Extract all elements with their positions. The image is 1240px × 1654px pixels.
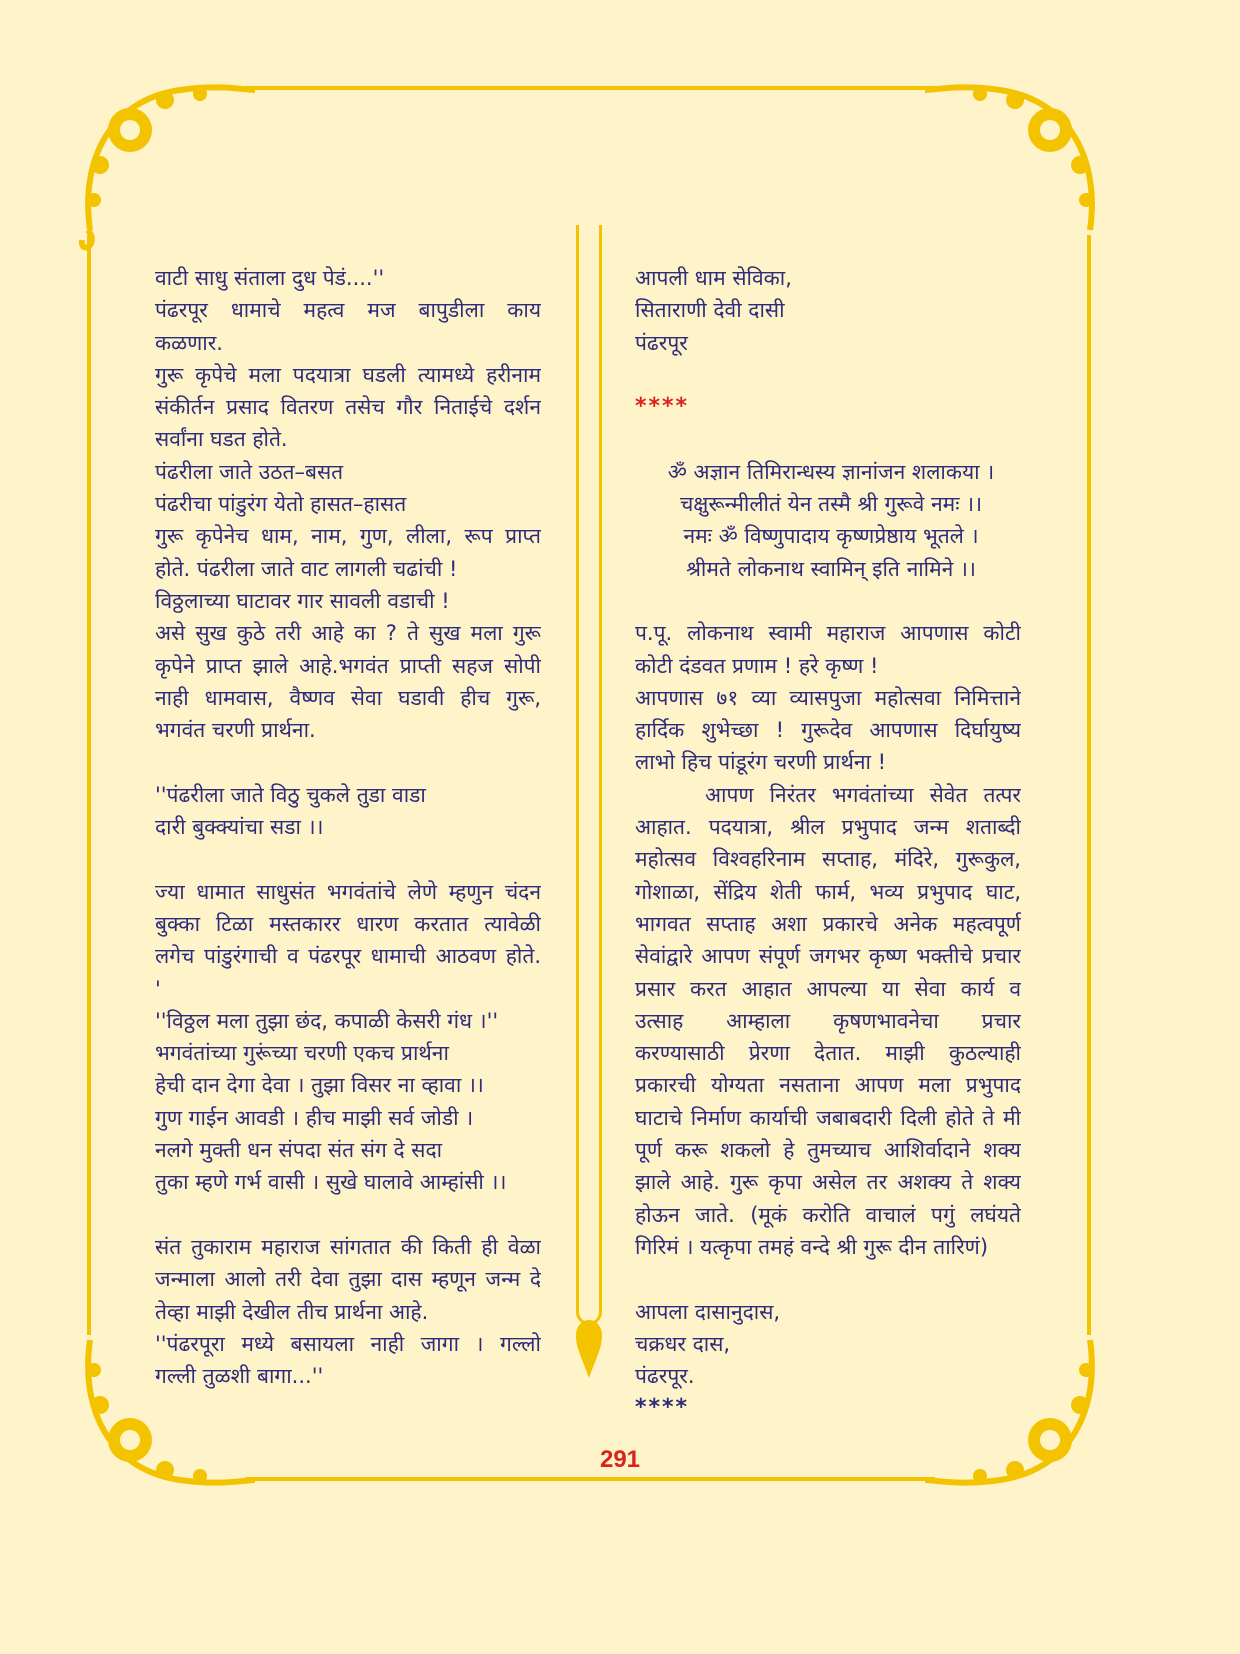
text-line: बुक्का टिळा मस्तकारर धारण करतात त्यावेळी	[155, 911, 541, 936]
text-line: घाटाचे निर्माण कार्याची जबाबदारी दिली होते ते मी	[635, 1105, 1021, 1130]
text-line: गुरू कृपेचे मला पदयात्रा घडली त्यामध्ये हरीनाम	[155, 362, 541, 387]
paragraph	[155, 456, 541, 488]
text-line: ज्या धामात साधुसंत भगवंतांचे लेणे म्हणुन चंदन	[155, 879, 541, 904]
paragraph	[155, 1005, 541, 1037]
shloka-line: श्रीमते लोकनाथ स्वामिन् इति नामिने ।।	[686, 556, 976, 581]
paragraph	[155, 617, 541, 746]
text-line: ''पंढरीला जाते विठु चुकले तुडा वाडा	[155, 782, 426, 807]
paragraph	[155, 262, 541, 294]
signature-block	[635, 262, 1021, 359]
paragraph	[155, 1134, 541, 1166]
text-line: पूर्ण करू शकलो हे तुमच्याच आशिर्वादाने शक्य	[635, 1138, 1021, 1163]
paragraph	[155, 1037, 541, 1069]
letter-body	[635, 617, 1021, 1263]
text-line: सेवांद्वारे आपण संपूर्ण जगभर कृष्ण भक्तीचे प्रचार	[635, 944, 1021, 969]
text-line: गुण गाईन आवडी । हीच माझी सर्व जोडी ।	[155, 1105, 474, 1130]
text-line: लगेच पांडुरंगाची व पंढरपूर धामाची आठवण होते.	[155, 944, 541, 969]
text-line: कृपेने प्राप्त झाले आहे.भगवंत प्राप्ती सहज सोपी	[155, 653, 541, 678]
text-line: असे सुख कुठे तरी आहे का ? ते सुख मला गुरू	[155, 621, 541, 646]
separator-stars: ****	[635, 1395, 690, 1421]
text-line: उत्साह आम्हाला कृषणभावनेचा प्रचार	[635, 1008, 1021, 1033]
text-line: हार्दिक शुभेच्छा ! गुरूदेव आपणास दिर्घायुष्य	[635, 718, 1021, 743]
text-line: आहात. पदयात्रा, श्रील प्रभुपाद जन्म शताब्दी	[635, 815, 1021, 840]
text-line: गिरिमं । यत्कृपा तमहं वन्दे श्री गुरू दीन तारिणं)	[635, 1234, 989, 1259]
right-column	[635, 262, 1021, 1425]
paragraph	[635, 617, 1021, 682]
text-line: पंढरपूर धामाचे महत्व मज बापुडीला काय	[155, 298, 541, 323]
text-section	[155, 876, 541, 1199]
paragraph	[155, 811, 541, 843]
text-line: होते. पंढरीला जाते वाट लागली चढांची !	[155, 556, 458, 581]
text-line: वाटी साधु संताला दुध पेडं....''	[155, 266, 385, 290]
left-column	[155, 262, 541, 1392]
text-line: नाही धामवास, वैष्णव सेवा घडावी हीच गुरू,	[155, 685, 541, 710]
paragraph	[635, 779, 1021, 1263]
paragraph	[155, 359, 541, 456]
shloka	[635, 456, 1021, 585]
shloka-line: नमः ॐ विष्णुपादाय कृष्णप्रेष्ठाय भूतले ।	[683, 524, 979, 549]
paragraph	[155, 294, 541, 359]
text-line: संत तुकाराम महाराज सांगतात की किती ही वेळा	[155, 1234, 541, 1259]
text-line: भगवंत चरणी प्रार्थना.	[155, 718, 316, 743]
border-top	[245, 86, 935, 90]
text-line: '	[155, 976, 161, 1001]
text-section	[155, 262, 541, 746]
paragraph	[155, 876, 541, 1005]
text-line: गल्ली तुळशी बागा...''	[155, 1364, 324, 1389]
paragraph	[155, 585, 541, 617]
text-line: ''विठ्ठल मला तुझा छंद, कपाळी केसरी गंध ।''	[155, 1008, 499, 1033]
paragraph	[155, 488, 541, 520]
border-right	[1087, 235, 1091, 1335]
text-line: झाले आहे. गुरू कृपा असेल तर अशक्य ते शक्य	[635, 1170, 1021, 1195]
text-line: भागवत सप्ताह अशा प्रकारचे अनेक महत्वपूर्ण	[635, 911, 1021, 936]
text-line: तेव्हा माझी देखील तीच प्रार्थना आहे.	[155, 1299, 429, 1324]
text-line: कळणार.	[155, 330, 223, 355]
shloka-line: चक्षुरून्मीलीतं येन तस्मै श्री गुरूवे नमः ।।	[679, 492, 983, 517]
text-line: दारी बुक्क्यांचा सडा ।।	[155, 815, 324, 840]
signature-line: सिताराणी देवी दासी	[635, 298, 785, 323]
text-line: नलगे मुक्ती धन संपदा संत संग दे सदा	[155, 1138, 443, 1163]
text-line: पंढरीला जाते उठत–बसत	[155, 459, 344, 484]
text-line: कोटी दंडवत प्रणाम ! हरे कृष्ण !	[635, 653, 879, 678]
divider-drop-ornament	[574, 1318, 604, 1380]
text-line: आपणास ७१ व्या व्यासपुजा महोत्सवा निमित्ताने	[635, 685, 1021, 710]
corner-ornament-top-left	[70, 70, 260, 260]
text-section	[155, 779, 541, 844]
text-line: तुका म्हणे गर्भ वासी । सुखे घालावे आम्हांसी ।।	[155, 1170, 507, 1195]
signature-line: चक्रधर दास,	[635, 1331, 731, 1356]
text-line: सर्वांना घडत होते.	[155, 427, 288, 452]
paragraph	[155, 520, 541, 585]
text-line: प्रकारची योग्यता नसताना आपण मला प्रभुपाद	[635, 1073, 1021, 1098]
text-line: विठ्ठलाच्या घाटावर गार सावली वडाची !	[155, 588, 450, 613]
text-line: महोत्सव विश्वहरिनाम सप्ताह, मंदिरे, गुरूकुल,	[635, 847, 1021, 872]
paragraph	[155, 1328, 541, 1393]
column-divider	[576, 225, 602, 1325]
text-line: करण्यासाठी प्रेरणा देतात. माझी कुठल्याही	[635, 1041, 1021, 1066]
text-section	[155, 1231, 541, 1392]
text-line: गुरू कृपेनेच धाम, नाम, गुण, लीला, रूप प्राप्त	[155, 524, 541, 549]
signature-line: पंढरपूर.	[635, 1364, 695, 1389]
signature-line: आपली धाम सेविका,	[635, 266, 792, 290]
signature-line: आपला दासानुदास,	[635, 1299, 781, 1324]
text-line: भगवंतांच्या गुरूंच्या चरणी एकच प्रार्थना	[155, 1041, 449, 1066]
border-bottom	[245, 1477, 935, 1481]
text-line: प.पू. लोकनाथ स्वामी महाराज आपणास कोटी	[635, 621, 1021, 646]
separator-stars: ****	[635, 394, 690, 420]
text-line: होऊन जाते. (मूकं करोति वाचालं पगुं लघंयते	[635, 1202, 1021, 1227]
text-line: ''पंढरपूरा मध्ये बसायला नाही जागा । गल्लो	[155, 1331, 541, 1356]
paragraph	[155, 1102, 541, 1134]
corner-ornament-top-right	[920, 70, 1110, 260]
text-line: संकीर्तन प्रसाद वितरण तसेच गौर निताईचे दर्शन	[155, 395, 541, 420]
paragraph	[635, 682, 1021, 779]
text-line: प्रसार करत आहात आपल्या या सेवा कार्य व	[635, 976, 1021, 1001]
text-line: हेची दान देगा देवा । तुझा विसर ना व्हावा ।।	[155, 1073, 484, 1098]
signature-block	[635, 1296, 1021, 1425]
page-number: 291	[599, 1446, 641, 1473]
paragraph	[155, 779, 541, 811]
shloka-line: ॐ अज्ञान तिमिरान्धस्य ज्ञानांजन शलाकया ।	[667, 459, 995, 484]
paragraph	[155, 1069, 541, 1101]
text-line: गोशाळा, सेंद्रिय शेती फार्म, भव्य प्रभुपाद घाट,	[635, 879, 1021, 904]
text-line: पंढरीचा पांडुरंग येतो हासत–हासत	[155, 492, 407, 517]
text-line: आपण निरंतर भगवंतांच्या सेवेत तत्पर	[705, 782, 1021, 807]
text-line: लाभो हिच पांडूरंग चरणी प्रार्थना !	[635, 750, 887, 775]
paragraph	[155, 1231, 541, 1328]
border-left	[87, 235, 91, 1335]
signature-line: पंढरपूर	[635, 330, 688, 355]
paragraph	[155, 1166, 541, 1198]
text-line: जन्माला आलो तरी देवा तुझा दास म्हणून जन्म दे	[155, 1267, 541, 1292]
